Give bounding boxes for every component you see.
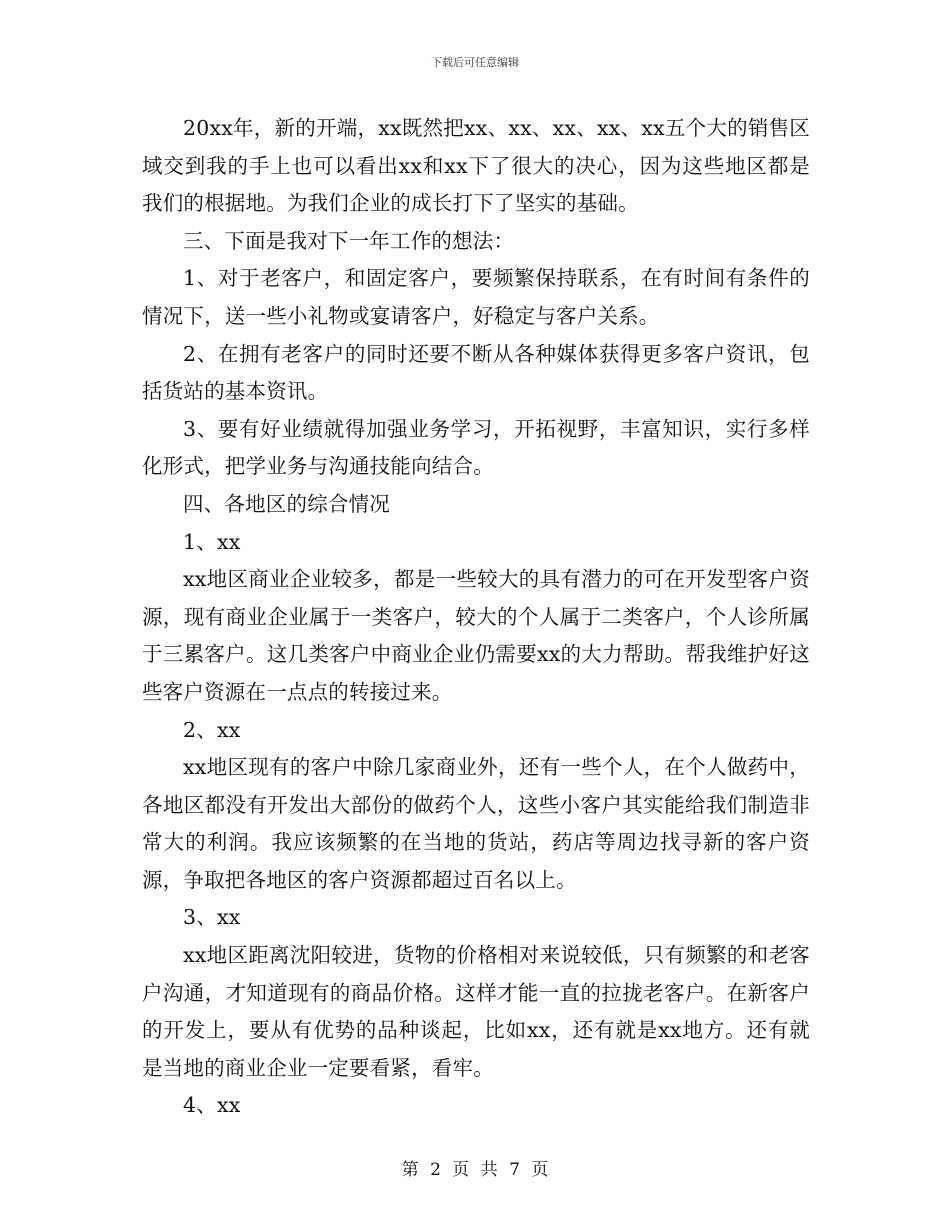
subsection-heading: 1、xx [183,529,241,554]
paragraph: xx地区现有的客户中除几家商业外，还有一些个人，在个人做药中，各地区都没有开发出大部份的做药个人，这些小客户其实能给我们制造非常大的利润。我应该频繁的在当地的货站，药店等周边找寻新的客户资源，争取把各地区的客户资源都超过百名以上。 [142,755,810,892]
section-heading: 三、下面是我对下一年工作的想法： [183,228,515,253]
list-item: 3、要有好业绩就得加强业务学习，开拓视野，丰富知识，实行多样化形式，把学业务与沟通技能向结合。 [142,416,810,479]
subsection-heading: 3、xx [183,905,241,930]
subsection-heading: 2、xx [183,717,241,742]
page-number: 第 2 页 共 7 页 [401,1160,549,1180]
paragraph: 20xx年，新的开端，xx既然把xx、xx、xx、xx、xx五个大的销售区域交到我的手上也可以看出xx和xx下了很大的决心，因为这些地区都是我们的根据地。为我们企业的成长打下了坚实的基础。 [142,116,810,216]
header-note: 下载后可任意编辑 [431,56,519,69]
subsection-heading: 4、xx [183,1093,241,1118]
paragraph: xx地区距离沈阳较进，货物的价格相对来说较低，只有频繁的和老客户沟通，才知道现有的商品价格。这样才能一直的拉拢老客户。在新客户的开发上，要从有优势的品种谈起，比如xx，还有就是xx地方。还有就是当地的商业企业一定要看紧，看牢。 [142,943,810,1080]
list-item: 2、在拥有老客户的同时还要不断从各种媒体获得更多客户资讯，包括货站的基本资讯。 [142,341,810,404]
section-heading: 四、各地区的综合情况 [183,491,390,516]
list-item: 1、对于老客户，和固定客户，要频繁保持联系，在有时间有条件的情况下，送一些小礼物或宴请客户，好稳定与客户关系。 [142,266,810,328]
document-body [142,110,810,1125]
paragraph: xx地区商业企业较多，都是一些较大的具有潜力的可在开发型客户资源，现有商业企业属于一类客户，较大的个人属于二类客户，个人诊所属于三累客户。这几类客户中商业企业仍需要xx的大力帮助。帮我维护好这些客户资源在一点点的转接过来。 [142,567,810,704]
